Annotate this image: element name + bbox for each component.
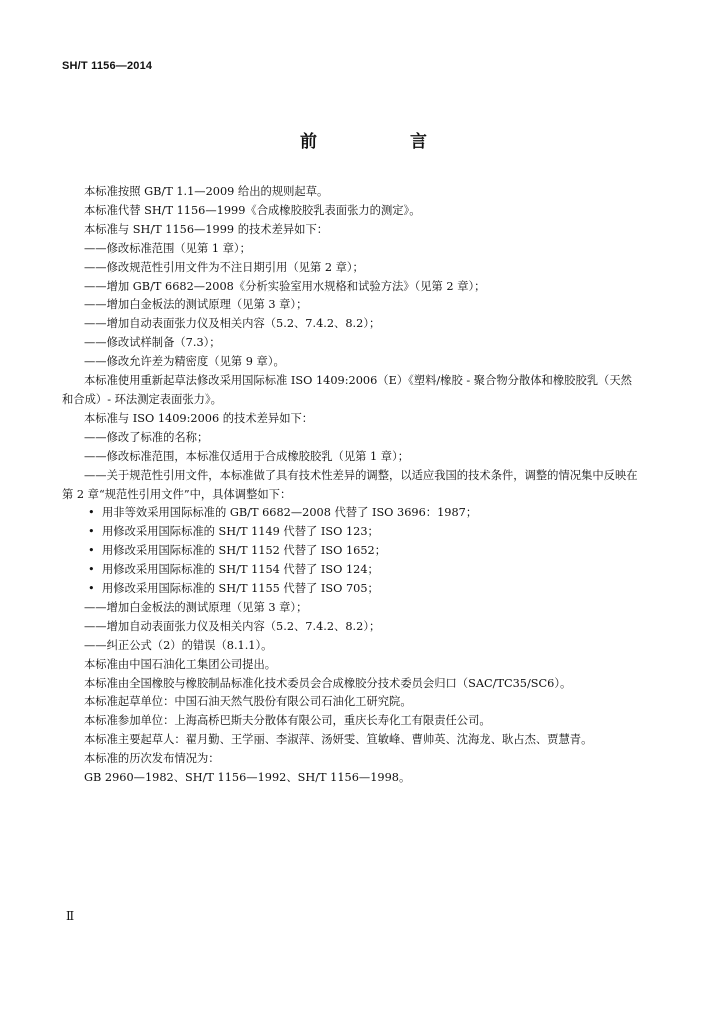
bullet-icon: • bbox=[88, 582, 95, 596]
paragraph: 本标准与 ISO 1409:2006 的技术差异如下： bbox=[84, 411, 314, 425]
bullet-item bbox=[62, 523, 640, 542]
paragraph: 本标准参加单位：上海高桥巴斯夫分散体有限公司，重庆长寿化工有限责任公司。 bbox=[84, 714, 491, 728]
paragraph: GB 2960—1982、SH/T 1156—1992、SH/T 1156—1998。 bbox=[84, 771, 411, 785]
list-item: ——增加 GB/T 6682—2008《分析实验室用水规格和试验方法》（见第 2 章）； bbox=[84, 279, 486, 293]
bullet-item bbox=[62, 504, 640, 523]
foreword-body bbox=[62, 183, 640, 788]
bullet-item bbox=[62, 580, 640, 599]
bullet-text: 用修改采用国际标准的 SH/T 1155 代替了 ISO 705； bbox=[102, 582, 379, 596]
list-item: ——修改了标准的名称； bbox=[84, 430, 209, 444]
bullet-icon: • bbox=[88, 506, 95, 520]
bullet-icon: • bbox=[88, 525, 95, 539]
bullet-text: 用修改采用国际标准的 SH/T 1149 代替了 ISO 123； bbox=[102, 525, 379, 539]
paragraph: 本标准由全国橡胶与橡胶制品标准化技术委员会合成橡胶分技术委员会归口（SAC/TC35/SC6）。 bbox=[84, 676, 572, 690]
bullet-text: 用修改采用国际标准的 SH/T 1154 代替了 ISO 124； bbox=[102, 563, 379, 577]
list-item: ——修改允许差为精密度（见第 9 章）。 bbox=[84, 355, 285, 369]
list-item: ——增加白金板法的测试原理（见第 3 章）； bbox=[84, 298, 308, 312]
paragraph: 本标准代替 SH/T 1156—1999《合成橡胶胶乳表面张力的测定》。 bbox=[84, 203, 421, 217]
list-item: ——纠正公式（2）的错误（8.1.1）。 bbox=[84, 638, 273, 652]
list-item: ——增加白金板法的测试原理（见第 3 章）； bbox=[84, 600, 308, 614]
paragraph: 本标准由中国石油化工集团公司提出。 bbox=[84, 657, 277, 671]
paragraph: 本标准主要起草人：翟月勤、王学丽、李淑萍、汤妍雯、笪敏峰、曹帅英、沈海龙、耿占杰、贾慧青。 bbox=[84, 733, 593, 747]
paragraph: 本标准使用重新起草法修改采用国际标准 ISO 1409:2006（E）《塑料/橡胶 - 聚合物分散体和橡胶胶乳（天然和合成）- 环法测定表面张力》。 bbox=[62, 374, 632, 406]
bullet-item bbox=[62, 561, 640, 580]
bullet-text: 用非等效采用国际标准的 GB/T 6682—2008 代替了 ISO 3696：1987； bbox=[102, 506, 478, 520]
list-item: ——关于规范性引用文件，本标准做了具有技术性差异的调整，以适应我国的技术条件，调整的情况集中反映在第 2 章“规范性引用文件”中，具体调整如下： bbox=[62, 468, 638, 501]
list-item: ——增加自动表面张力仪及相关内容（5.2、7.4.2、8.2）； bbox=[84, 619, 381, 633]
page-number: Ⅱ bbox=[66, 909, 75, 923]
paragraph: 本标准的历次发布情况为： bbox=[84, 752, 220, 766]
list-item: ——修改试样制备（7.3）； bbox=[84, 336, 221, 350]
bullet-icon: • bbox=[88, 544, 95, 558]
page-title: 前 言 bbox=[300, 132, 465, 152]
paragraph: 本标准与 SH/T 1156—1999 的技术差异如下： bbox=[84, 222, 329, 236]
bullet-text: 用修改采用国际标准的 SH/T 1152 代替了 ISO 1652； bbox=[102, 544, 387, 558]
paragraph: 本标准起草单位：中国石油天然气股份有限公司石油化工研究院。 bbox=[84, 695, 412, 709]
list-item: ——修改标准范围（见第 1 章）； bbox=[84, 241, 251, 255]
list-item: ——修改标准范围，本标准仅适用于合成橡胶胶乳（见第 1 章）； bbox=[84, 449, 410, 463]
paragraph: 本标准按照 GB/T 1.1—2009 给出的规则起草。 bbox=[84, 185, 329, 198]
list-item: ——增加自动表面张力仪及相关内容（5.2、7.4.2、8.2）； bbox=[84, 317, 381, 331]
standard-code-header: SH/T 1156—2014 bbox=[62, 60, 153, 72]
list-item: ——修改规范性引用文件为不注日期引用（见第 2 章）； bbox=[84, 260, 364, 274]
bullet-icon: • bbox=[88, 563, 95, 577]
bullet-item bbox=[62, 542, 640, 561]
